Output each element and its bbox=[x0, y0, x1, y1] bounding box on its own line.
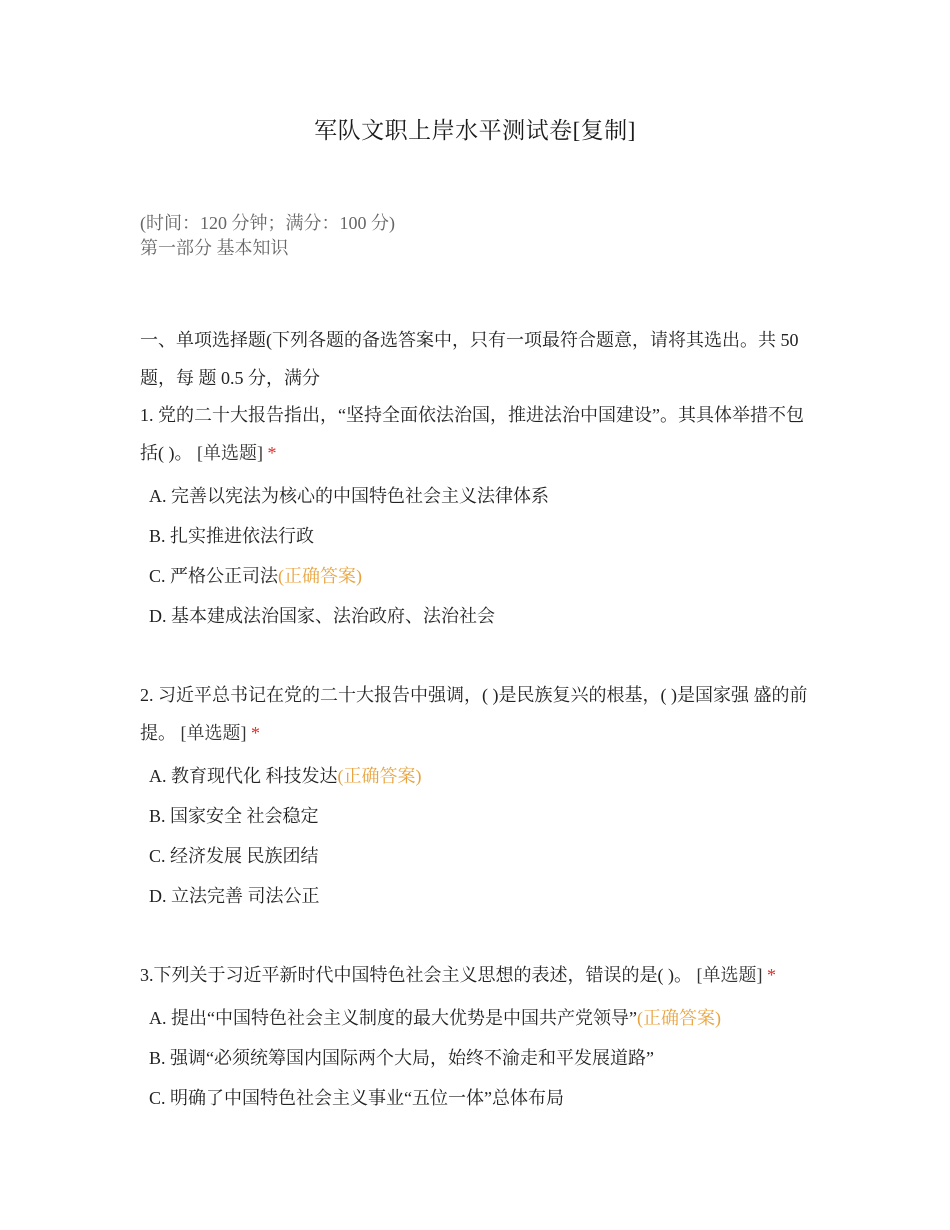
option-text: A. 提出“中国特色社会主义制度的最大优势是中国共产党领导” bbox=[149, 1008, 637, 1028]
option-text: A. 完善以宪法为核心的中国特色社会主义法律体系 bbox=[149, 486, 549, 506]
question-2 bbox=[140, 676, 820, 752]
question-1-option-d[interactable] bbox=[149, 604, 849, 628]
question-1-option-b[interactable] bbox=[149, 524, 849, 548]
required-mark: * bbox=[251, 723, 260, 743]
part-title: 第一部分 基本知识 bbox=[140, 238, 289, 258]
question-type-label: [单选题] bbox=[696, 965, 763, 985]
question-text: 1. 党的二十大报告指出，“坚持全面依法治国，推进法治中国建设”。其具体举措不包 括( )。 bbox=[140, 405, 804, 463]
question-1-option-c[interactable] bbox=[149, 564, 849, 588]
question-2-option-a[interactable] bbox=[149, 764, 849, 788]
question-text: 2. 习近平总书记在党的二十大报告中强调，( )是民族复兴的根基，( )是国家强 盛的前提。 bbox=[140, 685, 808, 743]
option-text: C. 经济发展 民族团结 bbox=[149, 846, 319, 866]
question-type-label: [单选题] bbox=[180, 723, 247, 743]
question-3-option-c[interactable] bbox=[149, 1086, 849, 1110]
option-text: C. 明确了中国特色社会主义事业“五位一体”总体布局 bbox=[149, 1088, 564, 1108]
question-2-option-b[interactable] bbox=[149, 804, 849, 828]
option-text: B. 扎实推进依法行政 bbox=[149, 526, 315, 546]
option-text: C. 严格公正司法 bbox=[149, 566, 279, 586]
question-text: 3.下列关于习近平新时代中国特色社会主义思想的表述，错误的是( )。 bbox=[140, 965, 692, 985]
question-2-option-c[interactable] bbox=[149, 844, 849, 868]
exam-time-info: (时间：120 分钟；满分：100 分) bbox=[140, 213, 395, 233]
question-1-option-a[interactable] bbox=[149, 484, 849, 508]
question-1 bbox=[140, 396, 820, 472]
question-type-label: [单选题] bbox=[197, 443, 263, 463]
correct-answer-label: (正确答案) bbox=[278, 566, 363, 586]
section-heading: 一、单项选择题(下列各题的备选答案中，只有一项最符合题意，请将其选出。共 50 题，每 题 0.5 分，满分 bbox=[140, 330, 799, 388]
option-text: D. 立法完善 司法公正 bbox=[149, 886, 320, 906]
option-text: D. 基本建成法治国家、法治政府、法治社会 bbox=[149, 606, 495, 626]
question-3-option-a[interactable] bbox=[149, 1006, 849, 1030]
question-2-option-d[interactable] bbox=[149, 884, 849, 908]
question-3 bbox=[140, 956, 820, 994]
page-title: 军队文职上岸水平测试卷[复制] bbox=[314, 118, 636, 143]
required-mark: * bbox=[767, 965, 776, 985]
option-text: B. 国家安全 社会稳定 bbox=[149, 806, 319, 826]
correct-answer-label: (正确答案) bbox=[337, 766, 422, 786]
correct-answer-label: (正确答案) bbox=[636, 1008, 721, 1028]
required-mark: * bbox=[267, 443, 277, 463]
question-3-option-b[interactable] bbox=[149, 1046, 849, 1070]
option-text: A. 教育现代化 科技发达 bbox=[149, 766, 338, 786]
option-text: B. 强调“必须统筹国内国际两个大局，始终不渝走和平发展道路” bbox=[149, 1048, 654, 1068]
